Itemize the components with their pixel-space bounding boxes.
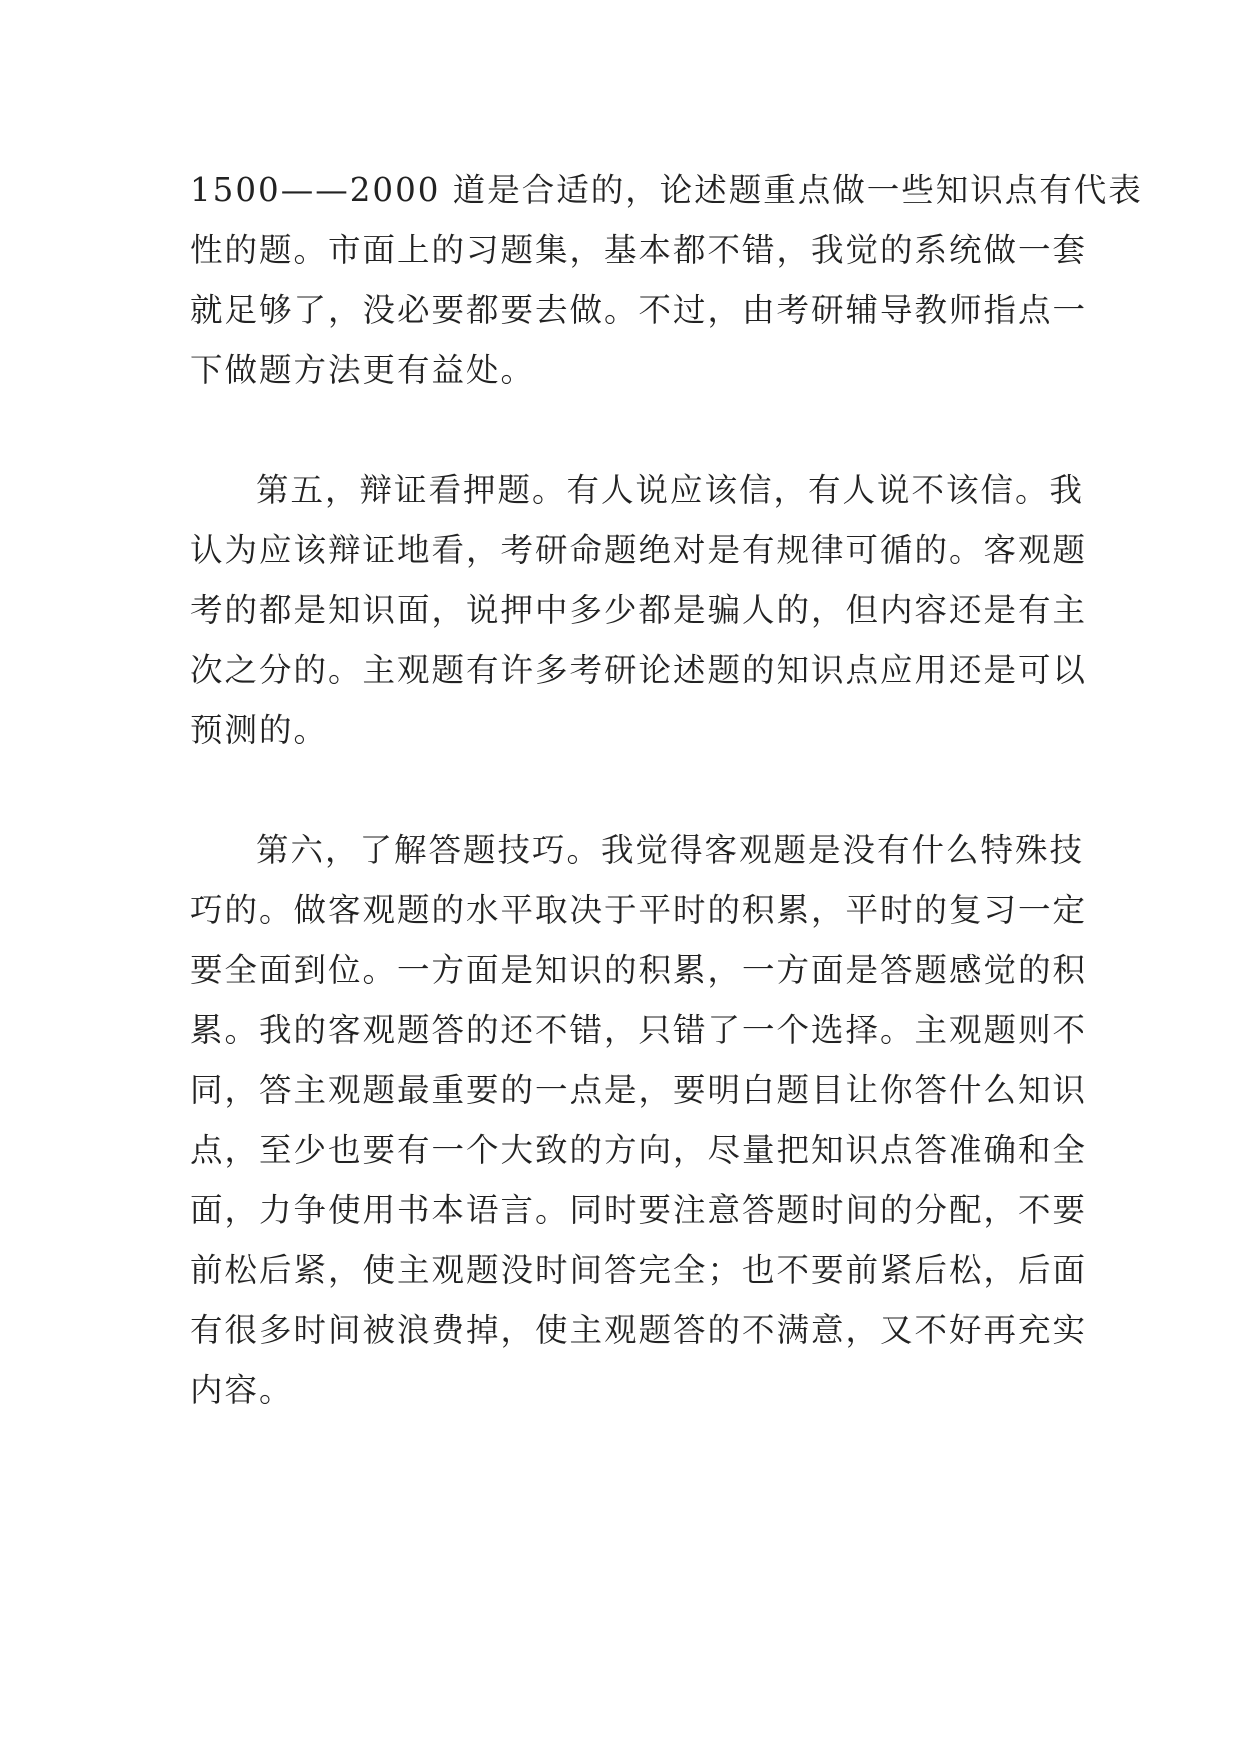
paragraph-3 <box>190 820 1088 1420</box>
text-line: 就足够了，没必要都要去做。不过，由考研辅导教师指点一 <box>190 291 1088 329</box>
text-line: 累。我的客观题答的还不错，只错了一个选择。主观题则不 <box>190 1011 1088 1049</box>
text-line: 要全面到位。一方面是知识的积累，一方面是答题感觉的积 <box>190 951 1088 989</box>
text-line: 有很多时间被浪费掉，使主观题答的不满意，又不好再充实 <box>190 1311 1088 1349</box>
text-line: 考的都是知识面，说押中多少都是骗人的，但内容还是有主 <box>190 591 1088 629</box>
text-line: 第六，了解答题技巧。我觉得客观题是没有什么特殊技 <box>256 831 1085 869</box>
text-line: 1500——2000 道是合适的，论述题重点做一些知识点有代表 <box>190 171 1143 209</box>
paragraph-1 <box>190 160 1143 400</box>
document-body <box>190 160 1143 1480</box>
text-line: 性的题。市面上的习题集，基本都不错，我觉的系统做一套 <box>190 231 1088 269</box>
text-line: 内容。 <box>190 1371 294 1409</box>
text-line: 面，力争使用书本语言。同时要注意答题时间的分配，不要 <box>190 1191 1088 1229</box>
text-line: 第五，辩证看押题。有人说应该信，有人说不该信。我 <box>256 471 1085 509</box>
text-line: 次之分的。主观题有许多考研论述题的知识点应用还是可以 <box>190 651 1088 689</box>
paragraph-2 <box>190 460 1088 760</box>
text-line: 认为应该辩证地看，考研命题绝对是有规律可循的。客观题 <box>190 531 1088 569</box>
text-line: 预测的。 <box>190 711 329 749</box>
text-line: 前松后紧，使主观题没时间答完全；也不要前紧后松，后面 <box>190 1251 1088 1289</box>
text-line: 巧的。做客观题的水平取决于平时的积累，平时的复习一定 <box>190 891 1088 929</box>
text-line: 同，答主观题最重要的一点是，要明白题目让你答什么知识 <box>190 1071 1088 1109</box>
text-line: 下做题方法更有益处。 <box>190 351 536 389</box>
text-line: 点，至少也要有一个大致的方向，尽量把知识点答准确和全 <box>190 1131 1088 1169</box>
